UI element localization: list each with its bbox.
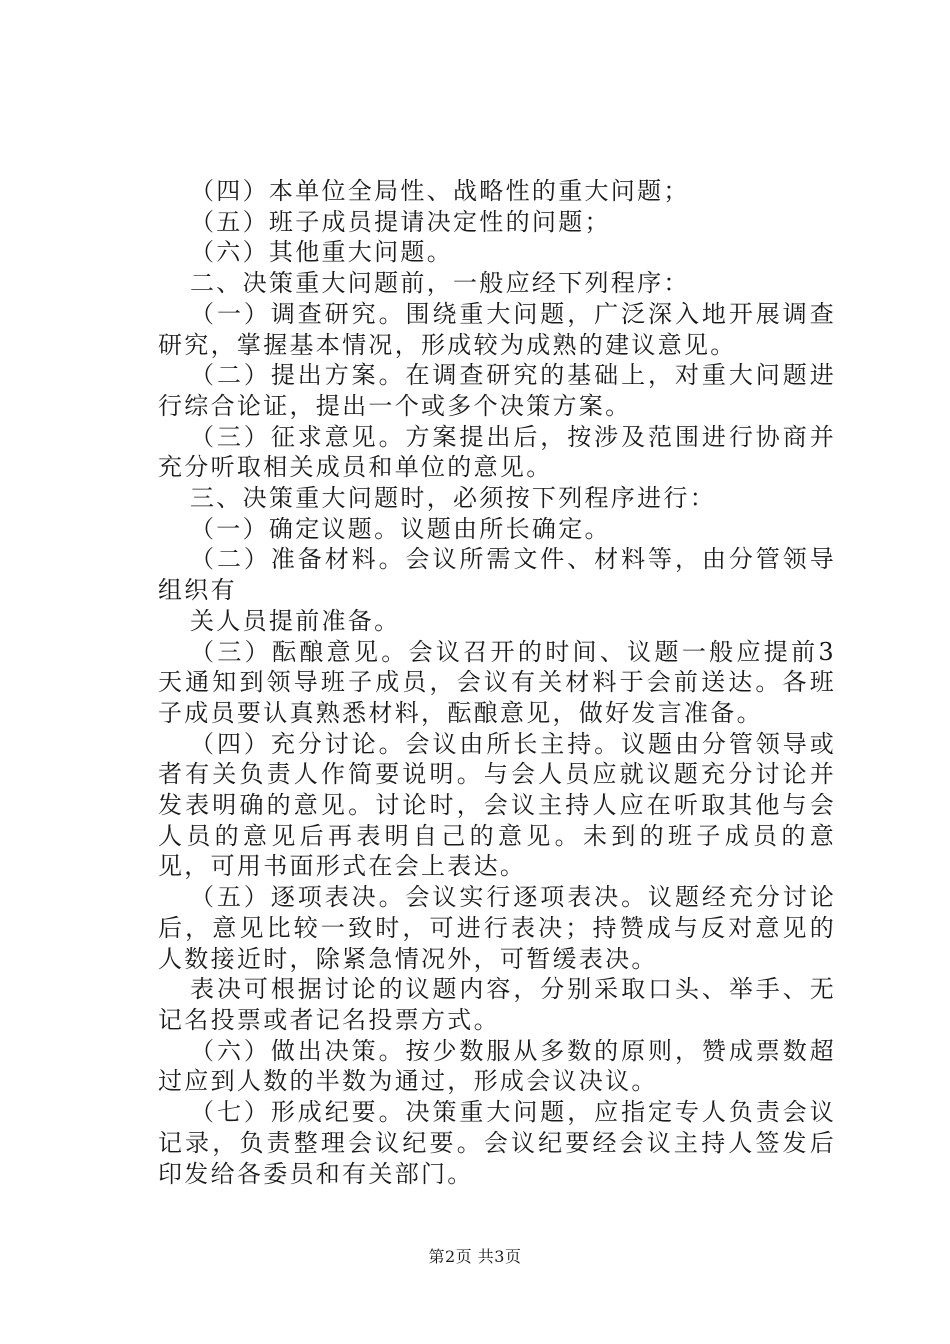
section-heading: 二、决策重大问题前，一般应经下列程序： xyxy=(190,269,690,298)
section-heading: 三、决策重大问题时，必须按下列程序进行： xyxy=(190,484,716,513)
paragraph: （二）准备材料。会议所需文件、材料等，由分管领导组织有 xyxy=(158,545,836,605)
paragraph: 关人员提前准备。 xyxy=(190,606,401,635)
paragraph: （七）形成纪要。决策重大问题，应指定专人负责会议记录，负责整理会议纪要。会议纪要经会议主持人签发后印发给各委员和有关部门。 xyxy=(158,1098,836,1188)
paragraph: （一）确定议题。议题由所长确定。 xyxy=(190,514,611,543)
paragraph: （五）班子成员提请决定性的问题； xyxy=(190,207,611,236)
document-body xyxy=(158,176,836,1189)
paragraph: （二）提出方案。在调查研究的基础上，对重大问题进行综合论证，提出一个或多个决策方案。 xyxy=(158,361,836,420)
paragraph: （三）酝酿意见。会议召开的时间、议题一般应提前3天通知到领导班子成员，会议有关材料于会前送达。各班子成员要认真熟悉材料，酝酿意见，做好发言准备。 xyxy=(158,637,836,727)
paragraph: 表决可根据讨论的议题内容，分别采取口头、举手、无记名投票或者记名投票方式。 xyxy=(158,975,836,1034)
paragraph: （一）调查研究。围绕重大问题，广泛深入地开展调查研究，掌握基本情况，形成较为成熟的建议意见。 xyxy=(158,299,836,359)
paragraph: （五）逐项表决。会议实行逐项表决。议题经充分讨论后，意见比较一致时，可进行表决；持赞成与反对意见的人数接近时，除紧急情况外，可暂缓表决。 xyxy=(158,883,836,973)
paragraph: （四）充分讨论。会议由所长主持。议题由分管领导或者有关负责人作简要说明。与会人员应就议题充分讨论并发表明确的意见。讨论时，会议主持人应在听取其他与会人员的意见后再表明自己的意见。未到的班子成员的意见，可用书面形式在会上表达。 xyxy=(158,729,836,881)
paragraph: （六）做出决策。按少数服从多数的原则，赞成票数超过应到人数的半数为通过，形成会议决议。 xyxy=(158,1036,836,1096)
page-number-footer: 第2页 共3页 xyxy=(428,1247,522,1266)
paragraph: （六）其他重大问题。 xyxy=(190,238,453,267)
paragraph: （三）征求意见。方案提出后，按涉及范围进行协商并充分听取相关成员和单位的意见。 xyxy=(158,422,836,482)
paragraph: （四）本单位全局性、战略性的重大问题； xyxy=(190,177,690,205)
